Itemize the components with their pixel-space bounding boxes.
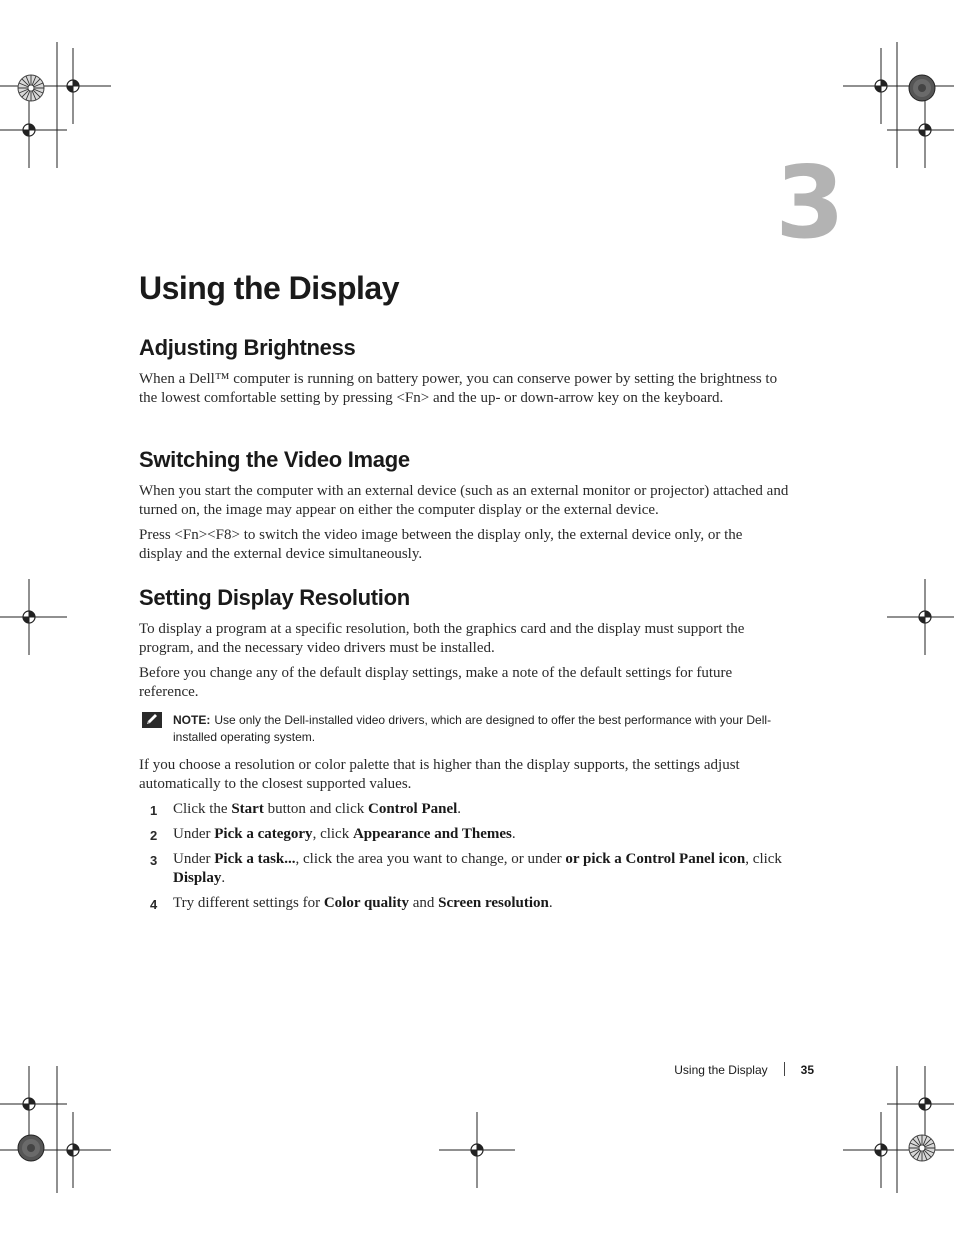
step-number: 2: [150, 828, 158, 843]
section-switching-video-image: [139, 446, 789, 570]
paragraph: When a Dell™ computer is running on battery power, you can conserve power by setting the brightness to the lowest comfortable setting by pressing <Fn> and the up- or down-arrow key on the keyboard.: [139, 371, 778, 406]
chapter-number: 3: [775, 144, 845, 261]
step-text: .: [221, 870, 226, 886]
step-text: and: [408, 895, 439, 911]
section-heading: Adjusting Brightness: [139, 335, 356, 360]
page-title: Using the Display: [139, 270, 399, 306]
list-item: [139, 850, 789, 888]
section-heading: Switching the Video Image: [139, 447, 410, 472]
paragraph: If you choose a resolution or color palette that is higher than the display supports, the settings adjust automatically to the closest supported values.: [139, 757, 740, 792]
paragraph: Press <Fn><F8> to switch the video image between the display only, the external device only, or the display and the external device simultaneously.: [139, 527, 743, 562]
section-heading: Setting Display Resolution: [139, 585, 410, 610]
section-adjusting-brightness: [139, 334, 789, 414]
step-number: 4: [150, 897, 158, 912]
note-box: [139, 712, 789, 746]
note-body: Use only the Dell-installed video drivers, which are designed to offer the best performance with your Dell-installed operating system.: [173, 713, 772, 744]
ui-term: Control Panel: [367, 801, 458, 817]
step-text: Try different settings for: [173, 895, 324, 911]
note-label: NOTE:: [173, 713, 211, 727]
step-text: , click the area you want to change, or under: [295, 851, 566, 867]
step-text: .: [548, 895, 553, 911]
list-item: [139, 800, 789, 819]
step-text: button and click: [263, 801, 368, 817]
ui-term: Start: [231, 801, 264, 817]
page-footer: [600, 1060, 814, 1080]
step-text: Under: [173, 851, 215, 867]
ui-term: Appearance and Themes: [352, 826, 512, 842]
paragraph: When you start the computer with an external device (such as an external monitor or projector) attached and turned on, the image may appear on either the computer display or the external device.: [139, 483, 789, 518]
step-number: 1: [150, 803, 158, 818]
ui-term: Display: [173, 870, 222, 886]
page-number: 35: [800, 1063, 814, 1077]
paragraph: To display a program at a specific resolution, both the graphics card and the display must support the program, and the necessary video drivers must be installed.: [139, 621, 745, 656]
step-text: , click: [745, 851, 782, 867]
step-number: 3: [150, 853, 158, 868]
note-pencil-icon: [142, 712, 162, 728]
step-text: .: [457, 801, 462, 817]
section-setting-display-resolution: [139, 584, 789, 919]
list-item: [139, 894, 789, 913]
ui-term: Pick a category: [214, 826, 313, 842]
step-text: .: [511, 826, 516, 842]
steps-list: [139, 800, 789, 913]
step-text: , click: [312, 826, 353, 842]
list-item: [139, 825, 789, 844]
ui-term: Screen resolution: [438, 895, 549, 911]
ui-term: Pick a task...: [214, 851, 296, 867]
footer-divider: [784, 1062, 785, 1076]
paragraph: Before you change any of the default display settings, make a note of the default settings for future reference.: [139, 665, 733, 700]
running-title: Using the Display: [674, 1063, 768, 1077]
step-text: Under: [173, 826, 215, 842]
ui-term: Color quality: [323, 895, 409, 911]
note-text: [173, 712, 789, 746]
step-text: Click the: [173, 801, 232, 817]
ui-term: or pick a Control Panel icon: [565, 851, 746, 867]
